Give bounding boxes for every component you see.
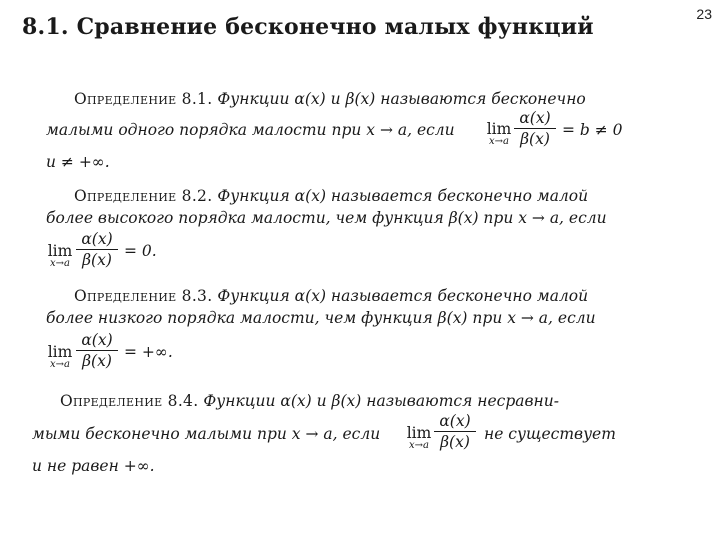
- definition-text: мыми бесконечно малыми при x → a, если: [32, 425, 381, 443]
- fraction-denominator: β(x): [82, 251, 112, 269]
- fraction-numerator: α(x): [519, 109, 551, 127]
- fraction-numerator: α(x): [81, 230, 113, 248]
- fraction-numerator: α(x): [81, 331, 113, 349]
- fraction: [76, 229, 118, 270]
- limit-operator: lim x→a: [47, 242, 73, 269]
- definition-label: Определение 8.4.: [60, 392, 199, 410]
- definition-text: малыми одного порядка малости при x → a, если: [46, 121, 455, 139]
- definition-text: Функции α(x) и β(x) называются несравни-: [203, 392, 559, 410]
- definition-text: Функция α(x) называется бесконечно малой: [217, 287, 589, 305]
- limit-operator: lim x→a: [486, 120, 512, 147]
- slide-title: 8.1. Сравнение бесконечно малых функций: [22, 14, 594, 40]
- definition-label: Определение 8.3.: [74, 287, 213, 305]
- definition-text: и ≠ +∞.: [46, 153, 110, 171]
- fraction-denominator: β(x): [520, 130, 550, 148]
- page-number: 23: [696, 6, 712, 22]
- fraction-numerator: α(x): [439, 412, 471, 430]
- limit-result: = 0.: [124, 242, 157, 260]
- definition-label: Определение 8.2.: [74, 187, 213, 205]
- definition-text: более высокого порядка малости, чем функция β(x) при x → a, если: [46, 209, 607, 227]
- definition-text: и не равен +∞.: [32, 457, 155, 475]
- definition-text: Функция α(x) называется бесконечно малой: [217, 187, 589, 205]
- definition-label: Определение 8.1.: [74, 90, 213, 108]
- fraction-denominator: β(x): [82, 352, 112, 370]
- limit-result: = +∞.: [124, 343, 173, 361]
- fraction: [514, 108, 556, 149]
- fraction-denominator: β(x): [440, 433, 470, 451]
- definition-text: более низкого порядка малости, чем функция β(x) при x → a, если: [46, 309, 596, 327]
- limit-operator: lim x→a: [406, 424, 432, 451]
- limit-result: = b ≠ 0: [562, 121, 623, 139]
- definition-text: не существует: [484, 425, 616, 443]
- definition-text: Функции α(x) и β(x) называются бесконечно: [217, 90, 586, 108]
- fraction: [434, 411, 476, 452]
- limit-operator: lim x→a: [47, 343, 73, 370]
- fraction: [76, 330, 118, 371]
